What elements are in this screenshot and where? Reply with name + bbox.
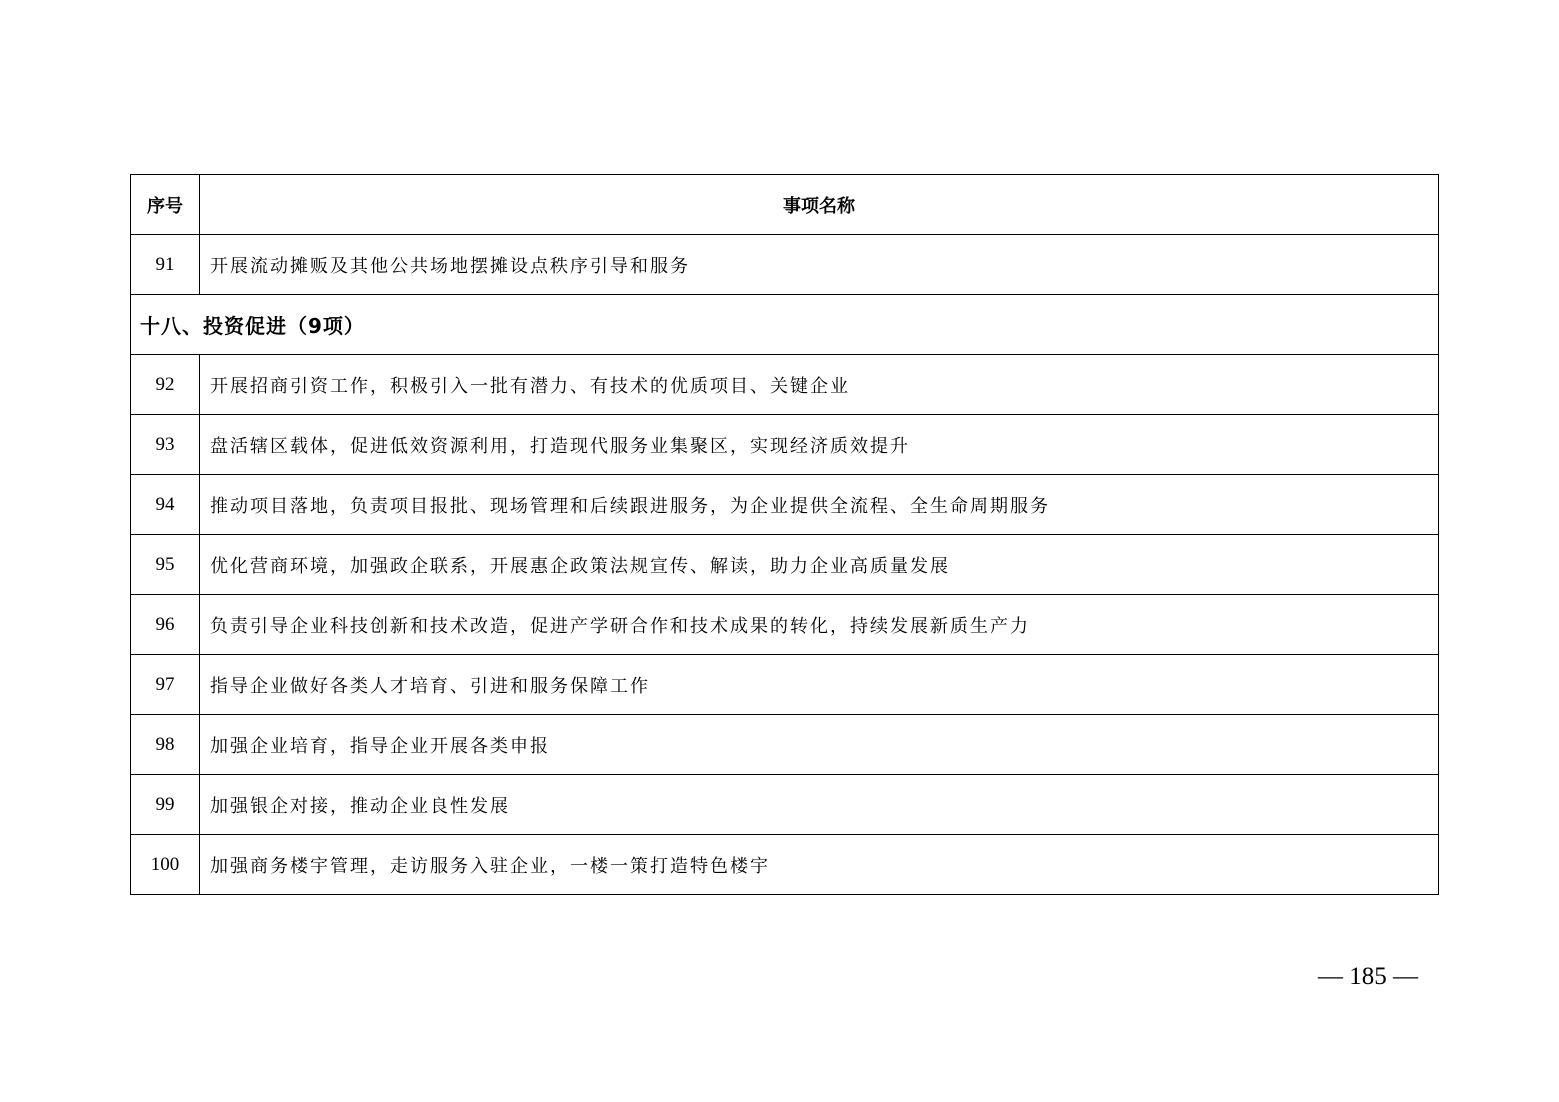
row-name: 加强银企对接，推动企业良性发展 (200, 775, 1439, 835)
row-name: 优化营商环境，加强政企联系，开展惠企政策法规宣传、解读，助力企业高质量发展 (200, 535, 1439, 595)
table-row (131, 235, 1439, 295)
table-row (131, 715, 1439, 775)
table-row (131, 655, 1439, 715)
row-seq: 98 (131, 715, 200, 775)
section-title: 十八、投资促进（9项） (131, 295, 1439, 355)
row-seq: 94 (131, 475, 200, 535)
table-row (131, 475, 1439, 535)
row-seq: 100 (131, 835, 200, 895)
row-name: 加强商务楼宇管理，走访服务入驻企业，一楼一策打造特色楼宇 (200, 835, 1439, 895)
row-name: 开展流动摊贩及其他公共场地摆摊设点秩序引导和服务 (200, 235, 1439, 295)
page-number: — 185 — (1318, 963, 1418, 990)
table-row (131, 835, 1439, 895)
row-name: 指导企业做好各类人才培育、引进和服务保障工作 (200, 655, 1439, 715)
section-row (131, 295, 1439, 355)
row-name: 推动项目落地，负责项目报批、现场管理和后续跟进服务，为企业提供全流程、全生命周期服务 (200, 475, 1439, 535)
row-name: 开展招商引资工作，积极引入一批有潜力、有技术的优质项目、关键企业 (200, 355, 1439, 415)
row-seq: 91 (131, 235, 200, 295)
table-header-row (131, 175, 1439, 235)
table-row (131, 775, 1439, 835)
matters-table (130, 174, 1439, 895)
header-name: 事项名称 (200, 175, 1439, 235)
row-seq: 99 (131, 775, 200, 835)
row-seq: 97 (131, 655, 200, 715)
row-name: 盘活辖区载体，促进低效资源利用，打造现代服务业集聚区，实现经济质效提升 (200, 415, 1439, 475)
row-name: 加强企业培育，指导企业开展各类申报 (200, 715, 1439, 775)
table-row (131, 595, 1439, 655)
row-seq: 95 (131, 535, 200, 595)
row-name: 负责引导企业科技创新和技术改造，促进产学研合作和技术成果的转化，持续发展新质生产力 (200, 595, 1439, 655)
header-seq: 序号 (131, 175, 200, 235)
table-row (131, 355, 1439, 415)
table-row (131, 535, 1439, 595)
row-seq: 93 (131, 415, 200, 475)
row-seq: 92 (131, 355, 200, 415)
table-row (131, 415, 1439, 475)
row-seq: 96 (131, 595, 200, 655)
